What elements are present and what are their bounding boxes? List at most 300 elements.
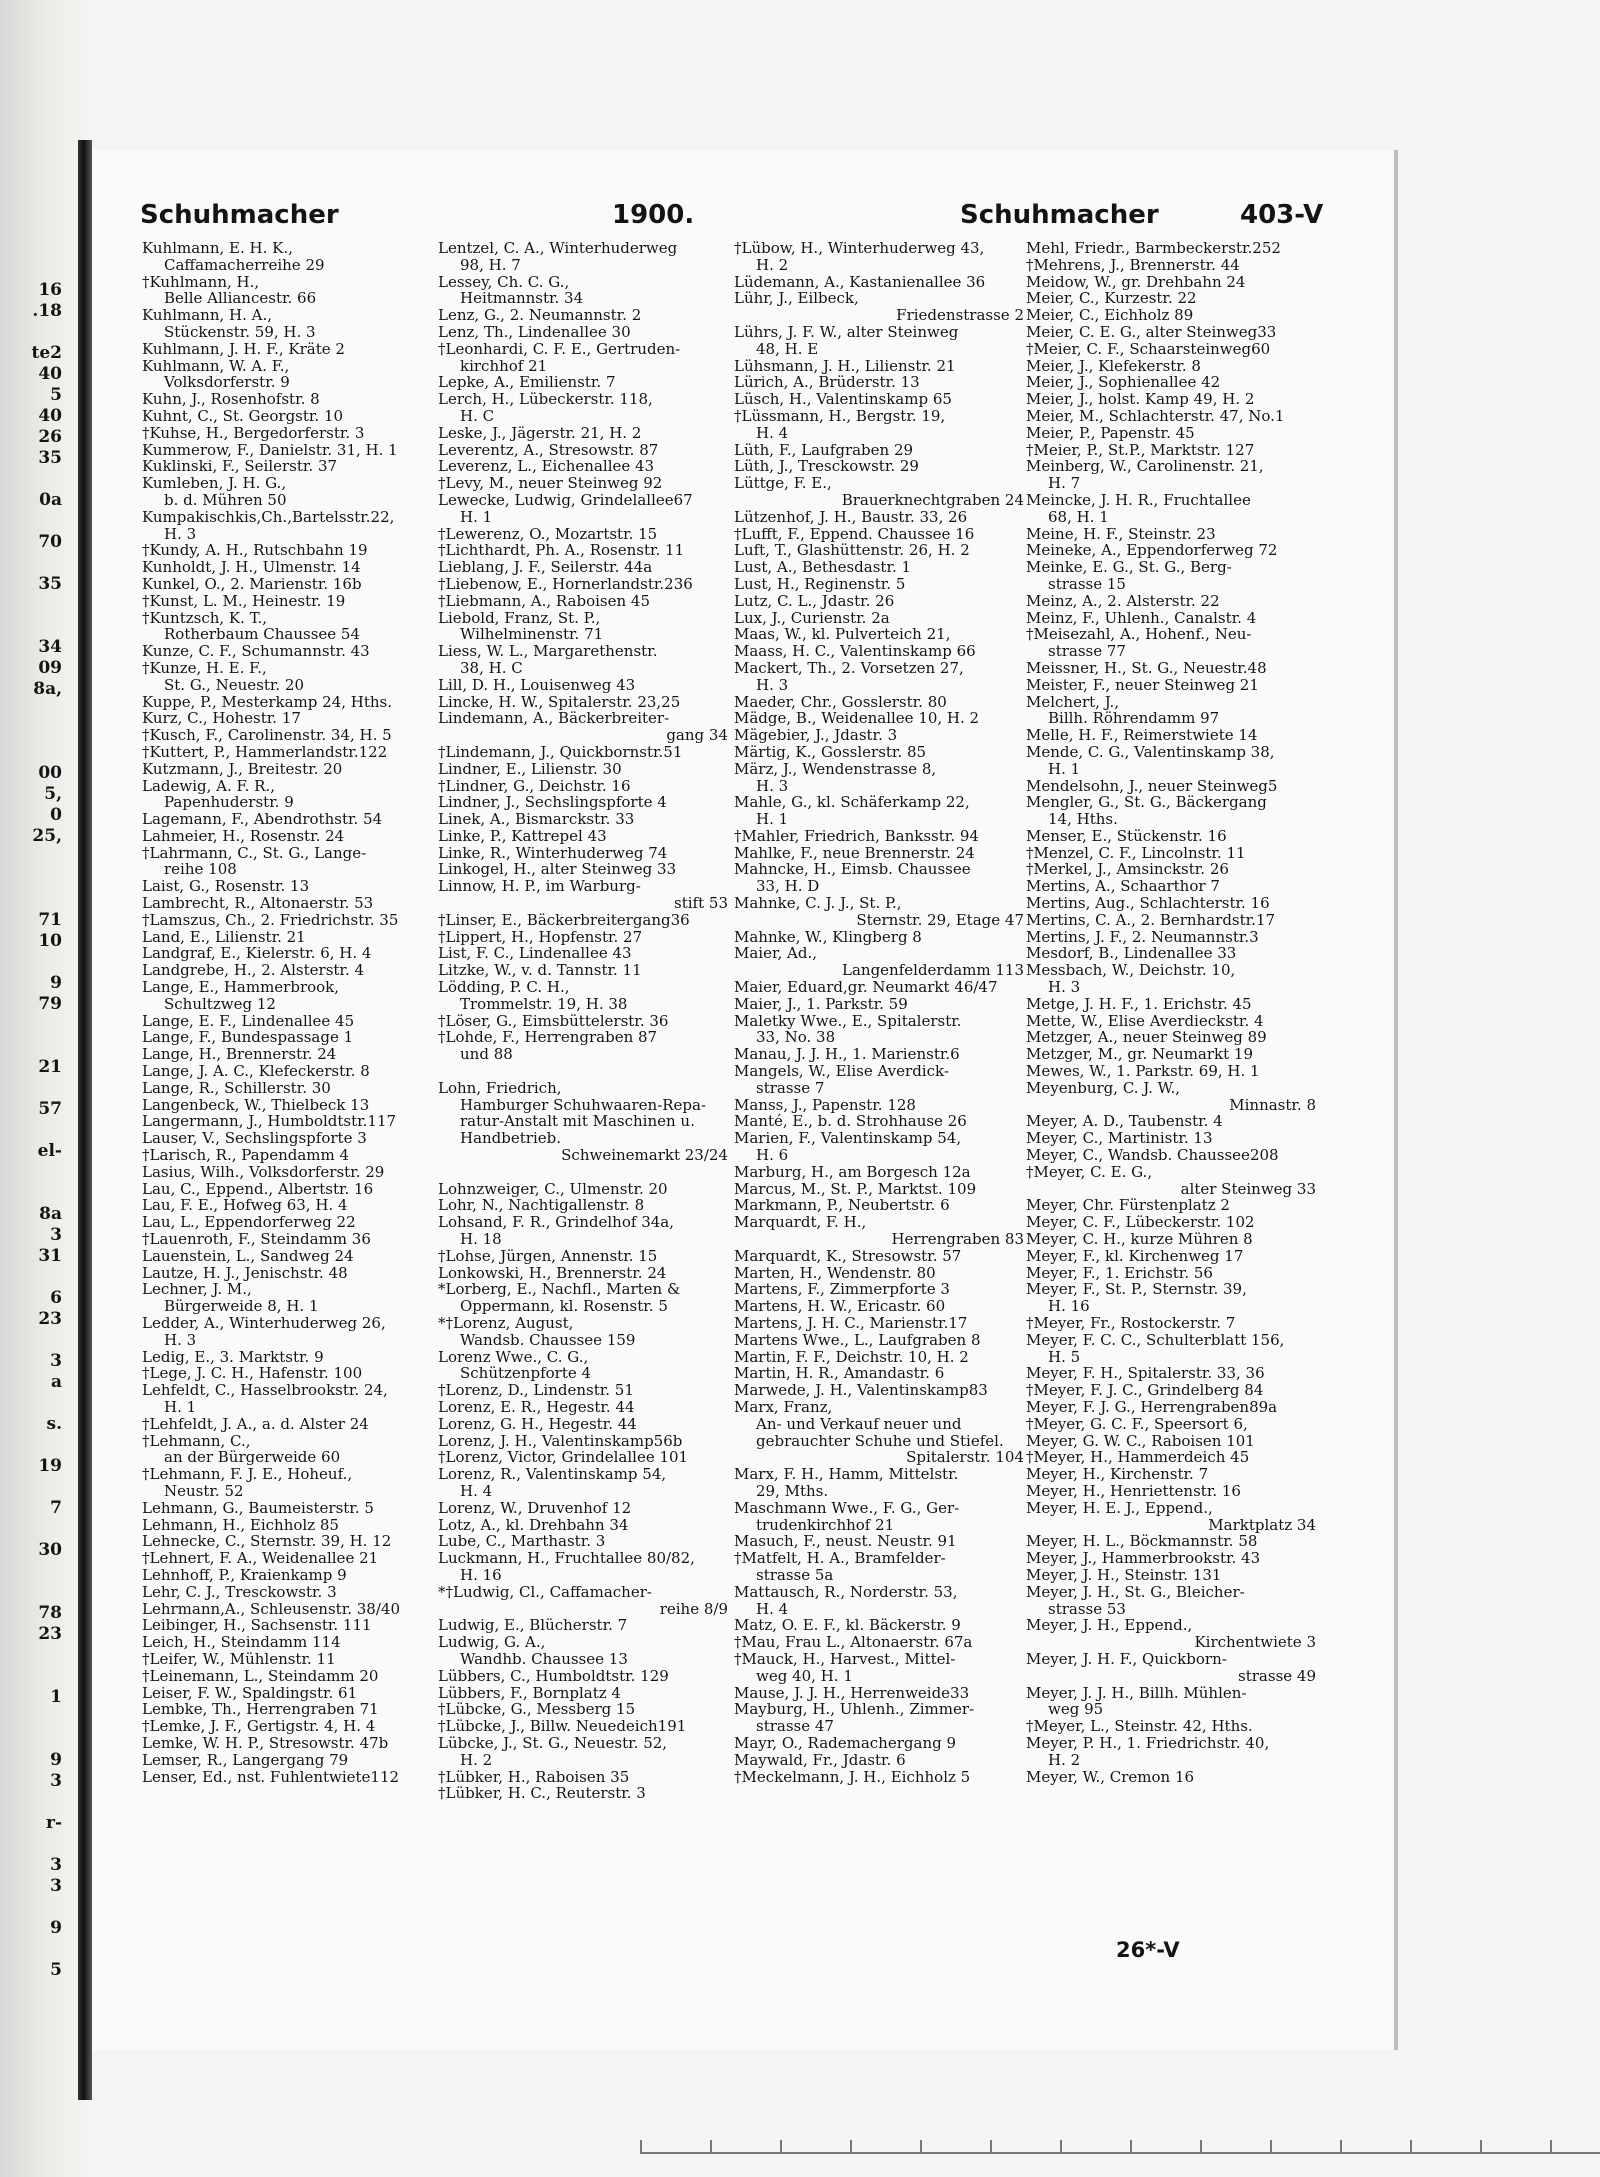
directory-entry-line: Meier, C. E. G., alter Steinweg33 xyxy=(1026,323,1277,341)
gutter-fragment: 9 xyxy=(50,973,62,993)
directory-column-1 xyxy=(142,240,432,1785)
gutter-fragment xyxy=(0,868,62,889)
directory-entry-line: Lüth, F., Laufgraben 29 xyxy=(734,441,914,459)
directory-entry-line: Mayr, O., Rademachergang 9 xyxy=(734,1734,957,1752)
directory-entry-line: Lohr, N., Nachtigallenstr. 8 xyxy=(438,1197,645,1215)
directory-entry-line: Mehl, Friedr., Barmbeckerstr.252 xyxy=(1026,240,1281,257)
directory-entry-line: H. 16 xyxy=(460,1566,502,1584)
directory-entry-line: Meyer, A. D., Taubenstr. 4 xyxy=(1026,1113,1223,1131)
directory-entry-line: Caffamacherreihe 29 xyxy=(164,256,325,274)
gutter-fragment: 5, xyxy=(44,784,62,804)
gutter-fragment xyxy=(0,1162,62,1183)
gutter-fragment xyxy=(0,1393,62,1414)
directory-entry-line: Mengler, G., St. G., Bäckergang xyxy=(1026,794,1267,812)
directory-entry-line: Maas, W., kl. Pulverteich 21, xyxy=(734,626,951,644)
directory-entry-line: Stückenstr. 59, H. 3 xyxy=(164,323,316,341)
directory-entry-line: Martens, F., Zimmerpforte 3 xyxy=(734,1281,950,1299)
directory-entry-line: †Lemke, J. F., Gertigstr. 4, H. 4 xyxy=(142,1718,376,1735)
directory-entry-line: †Lohde, F., Herrengraben 87 xyxy=(438,1029,658,1047)
gutter-fragment xyxy=(0,616,62,637)
directory-entry-line: †Lübow, H., Winterhuderweg 43, xyxy=(734,240,985,257)
gutter-fragment: r- xyxy=(45,1813,62,1833)
gutter-fragment: 70 xyxy=(38,532,62,552)
directory-entry-line: Langenfelderdamm 113 xyxy=(842,962,1024,980)
directory-entry-line: Meier, C., Eichholz 89 xyxy=(1026,307,1194,324)
directory-entry-line: †Menzel, C. F., Lincolnstr. 11 xyxy=(1026,844,1246,862)
directory-entry-line: reihe 108 xyxy=(164,861,237,879)
directory-entry-line: Marquardt, K., Stresowstr. 57 xyxy=(734,1247,962,1265)
directory-entry-line: †Meyer, Fr., Rostockerstr. 7 xyxy=(1026,1315,1236,1332)
directory-entry-line: H. 2 xyxy=(460,1751,493,1769)
directory-entry-line: Lindner, E., Lilienstr. 30 xyxy=(438,760,622,778)
directory-entry-line: H. 4 xyxy=(460,1482,493,1500)
gutter-fragment xyxy=(0,1015,62,1036)
directory-entry-line: Maschmann Wwe., F. G., Ger- xyxy=(734,1499,960,1517)
directory-entry-line: Schützenpforte 4 xyxy=(460,1365,592,1383)
gutter-fragment xyxy=(0,1582,62,1603)
gutter-fragment xyxy=(0,469,62,490)
directory-entry-line: trudenkirchhof 21 xyxy=(756,1516,895,1534)
directory-entry-line: Meinberg, W., Carolinenstr. 21, xyxy=(1026,458,1264,476)
directory-entry-line: †Lübcke, G., Messberg 15 xyxy=(438,1701,636,1719)
directory-entry-line: H. 4 xyxy=(756,424,789,442)
directory-entry-line: Lemser, R., Langergang 79 xyxy=(142,1751,349,1769)
directory-entry-line: Mahlke, F., neue Brennerstr. 24 xyxy=(734,844,975,862)
directory-column-2 xyxy=(438,240,728,1802)
page-edge xyxy=(1394,150,1398,2050)
directory-entry-line: Masuch, F., neust. Neustr. 91 xyxy=(734,1533,957,1551)
directory-entry-line: †Lamszus, Ch., 2. Friedrichstr. 35 xyxy=(142,911,399,929)
directory-entry-line: Lasius, Wilh., Volksdorferstr. 29 xyxy=(142,1163,385,1181)
directory-entry-line: Mangels, W., Elise Averdick- xyxy=(734,1063,949,1080)
directory-entry-line: †Leinemann, L., Steindamm 20 xyxy=(142,1667,379,1685)
directory-entry-line: Lange, F., Bundespassage 1 xyxy=(142,1029,354,1047)
gutter-fragment xyxy=(0,1729,62,1750)
directory-entry-line: 38, H. C xyxy=(460,659,523,677)
directory-entry-line: Handbetrieb. xyxy=(460,1130,562,1148)
directory-entry-line: 33, H. D xyxy=(756,878,820,896)
directory-entry-line: Wilhelminenstr. 71 xyxy=(460,626,604,644)
gutter-fragment: 0 xyxy=(50,805,62,825)
directory-entry-line: Lange, J. A. C., Klefeckerstr. 8 xyxy=(142,1063,370,1080)
directory-entry-line: Meyer, F. J. G., Herrengraben89a xyxy=(1026,1398,1278,1416)
directory-entry-line: Ledder, A., Winterhuderweg 26, xyxy=(142,1315,386,1332)
directory-entry-line: †Lippert, H., Hopfenstr. 27 xyxy=(438,928,643,946)
directory-entry-line: H. 3 xyxy=(164,1331,197,1349)
directory-entry-line: Mertins, Aug., Schlachterstr. 16 xyxy=(1026,895,1270,912)
directory-entry-line: †Meier, P., St.P., Marktstr. 127 xyxy=(1026,441,1255,459)
directory-entry-line: Lehfeldt, C., Hasselbrookstr. 24, xyxy=(142,1382,388,1399)
directory-entry-line: Melchert, J., xyxy=(1026,693,1120,711)
directory-entry-line xyxy=(438,1063,728,1080)
gutter-fragment xyxy=(0,1267,62,1288)
directory-entry-line: †Lorenz, Victor, Grindelallee 101 xyxy=(438,1449,689,1467)
gutter-fragment: 57 xyxy=(38,1099,62,1119)
gutter-fragment: 19 xyxy=(38,1456,62,1476)
directory-entry-line: Trommelstr. 19, H. 38 xyxy=(460,995,628,1013)
directory-entry-line: Meister, F., neuer Steinweg 21 xyxy=(1026,676,1259,694)
gutter-fragment xyxy=(0,1939,62,1960)
directory-entry-line: Laist, G., Rosenstr. 13 xyxy=(142,878,310,896)
directory-entry-line: kirchhof 21 xyxy=(460,357,548,375)
directory-entry-line: H. 1 xyxy=(1048,760,1081,778)
directory-entry-line: Lohsand, F. R., Grindelhof 34a, xyxy=(438,1214,674,1232)
directory-entry-line: Meidow, W., gr. Drehbahn 24 xyxy=(1026,273,1246,291)
directory-entry-line: Kunze, C. F., Schumannstr. 43 xyxy=(142,643,370,660)
directory-entry-line: Ludwig, E., Blücherstr. 7 xyxy=(438,1617,628,1635)
directory-entry-line: Kunholdt, J. H., Ulmenstr. 14 xyxy=(142,559,361,576)
directory-entry-line: Meyer, J. H., Steinstr. 131 xyxy=(1026,1566,1222,1584)
directory-entry-line: H. 3 xyxy=(756,777,789,795)
directory-entry-line: Lindner, J., Sechslingspforte 4 xyxy=(438,794,667,812)
directory-entry-line: Kurz, C., Hohestr. 17 xyxy=(142,710,301,728)
directory-entry-line: †Meyer, F. J. C., Grindelberg 84 xyxy=(1026,1382,1264,1399)
ruler-tick xyxy=(990,2140,992,2152)
directory-entry-line: Marwede, J. H., Valentinskamp83 xyxy=(734,1382,988,1399)
directory-entry-line: Meyer, F., St. P., Sternstr. 39, xyxy=(1026,1281,1247,1299)
directory-entry-line: Litzke, W., v. d. Tannstr. 11 xyxy=(438,962,642,980)
directory-entry-line: †Meyer, C. E. G., xyxy=(1026,1163,1153,1181)
directory-entry-line: Lieblang, J. F., Seilerstr. 44a xyxy=(438,559,653,576)
gutter-fragment xyxy=(0,1666,62,1687)
directory-entry-line: Brauerknechtgraben 24 xyxy=(841,491,1024,509)
directory-entry-line: Kuhlmann, E. H. K., xyxy=(142,240,293,257)
directory-entry-line: Minnastr. 8 xyxy=(1229,1096,1316,1114)
directory-entry-line: Lohnzweiger, C., Ulmenstr. 20 xyxy=(438,1180,668,1198)
directory-entry-line: strasse 5a xyxy=(756,1566,834,1584)
directory-entry-line: Lindemann, A., Bäckerbreiter- xyxy=(438,710,670,728)
directory-entry-line: Ledig, E., 3. Marktstr. 9 xyxy=(142,1348,324,1366)
directory-entry-line: Maywald, Fr., Jdastr. 6 xyxy=(734,1751,906,1769)
directory-entry-line: Meyer, P. H., 1. Friedrichstr. 40, xyxy=(1026,1734,1270,1752)
scanner-ruler xyxy=(640,2138,1600,2154)
directory-entry-line: Lödding, P. C. H., xyxy=(438,979,570,996)
directory-entry-line: Lenz, Th., Lindenallee 30 xyxy=(438,323,631,341)
gutter-fragment xyxy=(0,1435,62,1456)
ruler-tick xyxy=(1480,2140,1482,2152)
directory-entry-line: Schweinemarkt 23/24 xyxy=(561,1147,728,1164)
directory-entry-line: Leibinger, H., Sachsenstr. 111 xyxy=(142,1617,372,1635)
directory-entry-line: Marcus, M., St. P., Marktst. 109 xyxy=(734,1180,977,1198)
gutter-fragment: 3 xyxy=(50,1876,62,1896)
directory-entry-line: *†Lorenz, August, xyxy=(438,1315,574,1332)
directory-entry-line: H. 16 xyxy=(1048,1298,1090,1315)
directory-entry-line: Marquardt, F. H., xyxy=(734,1214,867,1232)
gutter-fragment: .18 xyxy=(32,301,62,321)
directory-entry-line: Meinz, F., Uhlenh., Canalstr. 4 xyxy=(1026,609,1257,627)
directory-entry-line: Heitmannstr. 34 xyxy=(460,290,584,308)
directory-entry-line: Wandhb. Chaussee 13 xyxy=(460,1650,628,1668)
directory-entry-line: Kuhlmann, H. A., xyxy=(142,307,273,324)
directory-entry-line: Friedenstrasse 2 xyxy=(896,307,1024,324)
directory-entry-line: März, J., Wendenstrasse 8, xyxy=(734,760,937,778)
directory-entry-line: b. d. Mühren 50 xyxy=(164,491,287,509)
gutter-fragment xyxy=(0,1519,62,1540)
directory-entry-line: Liebold, Franz, St. P., xyxy=(438,609,601,627)
gutter-fragment: 40 xyxy=(38,364,62,384)
directory-entry-line: Lübbers, C., Humboldtstr. 129 xyxy=(438,1667,669,1685)
directory-entry-line: Leiser, F. W., Spaldingstr. 61 xyxy=(142,1684,358,1702)
directory-entry-line: H. 1 xyxy=(164,1398,197,1416)
directory-entry-line: Maeder, Chr., Gosslerstr. 80 xyxy=(734,693,947,711)
directory-entry-line: Mahnke, W., Klingberg 8 xyxy=(734,928,922,946)
directory-entry-line: Mende, C. G., Valentinskamp 38, xyxy=(1026,743,1275,761)
directory-entry-line: Meyer, F. H., Spitalerstr. 33, 36 xyxy=(1026,1365,1265,1383)
directory-entry-line: Lorenz, W., Druvenhof 12 xyxy=(438,1499,632,1517)
directory-entry-line: Lehmann, H., Eichholz 85 xyxy=(142,1516,339,1534)
directory-entry-line: Mertins, A., Schaarthor 7 xyxy=(1026,878,1220,896)
directory-entry-line: Billh. Röhrendamm 97 xyxy=(1048,710,1220,728)
directory-entry-line: Linnow, H. P., im Warburg- xyxy=(438,878,641,896)
left-page-gutter xyxy=(0,0,90,2177)
directory-entry-line: Sternstr. 29, Etage 47 xyxy=(856,911,1024,929)
gutter-fragment: 16 xyxy=(38,280,62,300)
gutter-fragment: 25, xyxy=(32,826,62,846)
directory-entry-line: Meyer, F., kl. Kirchenweg 17 xyxy=(1026,1247,1244,1265)
ruler-tick xyxy=(1200,2140,1202,2152)
directory-entry-line: Meyenburg, C. J. W., xyxy=(1026,1079,1181,1097)
directory-entry-line: Kuhn, J., Rosenhofstr. 8 xyxy=(142,391,320,408)
directory-entry-line: Lembke, Th., Herrengraben 71 xyxy=(142,1701,379,1719)
directory-entry-line: Linek, A., Bismarckstr. 33 xyxy=(438,811,635,828)
gutter-fragment xyxy=(0,952,62,973)
directory-entry-line: Belle Alliancestr. 66 xyxy=(164,290,317,308)
directory-entry-line: Leske, J., Jägerstr. 21, H. 2 xyxy=(438,424,642,442)
directory-entry-line: Meyer, J., Hammerbrookstr. 43 xyxy=(1026,1550,1261,1567)
directory-entry-line: Matz, O. E. F., kl. Bäckerstr. 9 xyxy=(734,1617,961,1635)
directory-entry-line: H. 5 xyxy=(1048,1348,1081,1366)
directory-entry-line: Lohn, Friedrich, xyxy=(438,1079,562,1097)
directory-column-4 xyxy=(1026,240,1316,1785)
directory-entry-line: 14, Hths. xyxy=(1048,811,1118,828)
directory-entry-line: und 88 xyxy=(460,1046,513,1064)
directory-entry-line: †Meckelmann, J. H., Eichholz 5 xyxy=(734,1768,971,1786)
directory-entry-line: †Kundy, A. H., Rutschbahn 19 xyxy=(142,542,368,560)
ruler-tick xyxy=(1340,2140,1342,2152)
gutter-fragment xyxy=(0,742,62,763)
directory-entry-line: Lorenz Wwe., C. G., xyxy=(438,1348,589,1366)
directory-entry-line: Land, E., Lilienstr. 21 xyxy=(142,928,306,946)
directory-entry-line: †Kunst, L. M., Heinestr. 19 xyxy=(142,592,346,610)
ruler-tick xyxy=(920,2140,922,2152)
directory-entry-line: †Meyer, G. C. F., Speersort 6, xyxy=(1026,1415,1248,1433)
directory-entry-line: Lehnecke, C., Sternstr. 39, H. 12 xyxy=(142,1533,392,1551)
gutter-fragment: 78 xyxy=(38,1603,62,1623)
directory-entry-line: Linke, R., Winterhuderweg 74 xyxy=(438,844,668,862)
gutter-fragment xyxy=(0,1561,62,1582)
directory-entry-line: H. 1 xyxy=(756,811,789,828)
directory-entry-line: †Lewerenz, O., Mozartstr. 15 xyxy=(438,525,658,543)
directory-entry-line: Lust, A., Bethesdastr. 1 xyxy=(734,559,912,576)
ruler-tick xyxy=(1060,2140,1062,2152)
gutter-fragment: 31 xyxy=(38,1246,62,1266)
gutter-fragment xyxy=(0,700,62,721)
directory-entry-line: Lange, R., Schillerstr. 30 xyxy=(142,1079,331,1097)
directory-entry-line: Lau, F. E., Hofweg 63, H. 4 xyxy=(142,1197,348,1215)
directory-entry-line: Meyer, H., Kirchenstr. 7 xyxy=(1026,1466,1209,1483)
gutter-fragment: 71 xyxy=(38,910,62,930)
directory-entry-line: Lühr, J., Eilbeck, xyxy=(734,290,859,308)
directory-entry-line: †Mehrens, J., Brennerstr. 44 xyxy=(1026,256,1240,274)
directory-entry-line: †Lehmann, C., xyxy=(142,1432,251,1450)
directory-entry-line: Kuhlmann, W. A. F., xyxy=(142,357,290,375)
gutter-fragment xyxy=(0,1036,62,1057)
directory-entry-line: Mägebier, J., Jdastr. 3 xyxy=(734,727,898,744)
directory-entry-line: Wandsb. Chaussee 159 xyxy=(460,1331,636,1349)
gutter-fragment: 6 xyxy=(50,1288,62,1308)
directory-entry-line: Lotz, A., kl. Drehbahn 34 xyxy=(438,1516,629,1534)
directory-entry-line: alter Steinweg 33 xyxy=(1180,1180,1316,1198)
directory-entry-line: Mette, W., Elise Averdieckstr. 4 xyxy=(1026,1012,1264,1030)
gutter-fragment: 1 xyxy=(50,1687,62,1707)
gutter-fragment: a xyxy=(50,1372,62,1392)
directory-entry-line: Meyer, C., Wandsb. Chaussee208 xyxy=(1026,1147,1279,1164)
directory-entry-line: Mahle, G., kl. Schäferkamp 22, xyxy=(734,794,970,812)
directory-entry-line: †Matfelt, H. A., Bramfelder- xyxy=(734,1550,946,1567)
directory-entry-line: Lenser, Ed., nst. Fuhlentwiete112 xyxy=(142,1768,400,1786)
ruler-tick xyxy=(640,2140,642,2152)
ruler-tick xyxy=(1130,2140,1132,2152)
directory-entry-line: strasse 77 xyxy=(1048,643,1126,660)
directory-entry-line: Oppermann, kl. Rosenstr. 5 xyxy=(460,1298,668,1315)
directory-entry-line: Manté, E., b. d. Strohhause 26 xyxy=(734,1113,967,1131)
gutter-fragment xyxy=(0,1708,62,1729)
gutter-fragment xyxy=(0,721,62,742)
directory-entry-line: weg 40, H. 1 xyxy=(756,1667,853,1685)
directory-entry-line: Kutzmann, J., Breitestr. 20 xyxy=(142,760,343,778)
directory-entry-line: Lehrmann,A., Schleusenstr. 38/40 xyxy=(142,1600,400,1618)
directory-entry-line: Kuhnt, C., St. Georgstr. 10 xyxy=(142,407,344,425)
directory-entry-line: Lau, L., Eppendorferweg 22 xyxy=(142,1214,356,1232)
directory-entry-line: †Löser, G., Eimsbüttelerstr. 36 xyxy=(438,1012,669,1030)
directory-entry-line: Manau, J. J. H., 1. Marienstr.6 xyxy=(734,1046,960,1064)
directory-entry-line: Meyer, C., Martinistr. 13 xyxy=(1026,1130,1213,1148)
gutter-fragment xyxy=(0,1330,62,1351)
directory-entry-line: Lüsch, H., Valentinskamp 65 xyxy=(734,391,952,408)
directory-entry-line: Mahncke, H., Eimsb. Chaussee xyxy=(734,861,971,879)
directory-entry-line xyxy=(438,1164,728,1181)
directory-entry-line: Langenbeck, W., Thielbeck 13 xyxy=(142,1096,370,1114)
ruler-tick xyxy=(710,2140,712,2152)
directory-entry-line: strasse 15 xyxy=(1048,575,1126,593)
directory-entry-line: Lorenz, E. R., Hegestr. 44 xyxy=(438,1398,635,1416)
directory-entry-line: Lühsmann, J. H., Lilienstr. 21 xyxy=(734,357,956,375)
directory-entry-line: Luckmann, H., Fruchtallee 80/82, xyxy=(438,1550,695,1567)
directory-entry-line: Langermann, J., Humboldtstr.117 xyxy=(142,1113,397,1131)
directory-entry-line: Hamburger Schuhwaaren-Repa- xyxy=(460,1096,707,1114)
directory-entry-line: Meyer, C. H., kurze Mühren 8 xyxy=(1026,1231,1253,1248)
directory-entry-line: Lonkowski, H., Brennerstr. 24 xyxy=(438,1264,667,1282)
gutter-fragment: 10 xyxy=(38,931,62,951)
directory-entry-line: Mertins, J. F., 2. Neumannstr.3 xyxy=(1026,928,1259,946)
directory-entry-line: Bürgerweide 8, H. 1 xyxy=(164,1298,319,1315)
gutter-fragment: 9 xyxy=(50,1750,62,1770)
directory-entry-line: 33, No. 38 xyxy=(756,1029,836,1047)
directory-entry-line: Lüdemann, A., Kastanienallee 36 xyxy=(734,273,986,291)
directory-entry-line: †Liebmann, A., Raboisen 45 xyxy=(438,592,650,610)
directory-entry-line: †Lindner, G., Deichstr. 16 xyxy=(438,777,631,795)
directory-entry-line: Kumpakischkis,Ch.,Bartelsstr.22, xyxy=(142,508,395,526)
header-left-title: Schuhmacher xyxy=(140,200,339,230)
directory-entry-line: †Leifer, W., Mühlenstr. 11 xyxy=(142,1650,336,1668)
directory-entry-line: Mattausch, R., Norderstr. 53, xyxy=(734,1583,958,1601)
book-spine xyxy=(78,140,92,2100)
directory-entry-line: Kuppe, P., Mesterkamp 24, Hths. xyxy=(142,693,393,711)
directory-entry-line: †Lehfeldt, J. A., a. d. Alster 24 xyxy=(142,1415,369,1433)
directory-entry-line: Lüttge, F. E., xyxy=(734,475,832,492)
directory-entry-line: †Kuntzsch, K. T., xyxy=(142,609,268,627)
directory-entry-line: †Lahrmann, C., St. G., Lange- xyxy=(142,844,367,862)
directory-entry-line: Maass, H. C., Valentinskamp 66 xyxy=(734,643,976,660)
directory-entry-line: List, F. C., Lindenallee 43 xyxy=(438,945,632,963)
directory-entry-line: Luft, T., Glashüttenstr. 26, H. 2 xyxy=(734,542,970,560)
gutter-fragment xyxy=(0,1078,62,1099)
directory-entry-line: †Mahler, Friedrich, Banksstr. 94 xyxy=(734,827,979,845)
directory-entry-line: Melle, H. F., Reimerstwiete 14 xyxy=(1026,727,1258,744)
gutter-fragment xyxy=(0,889,62,910)
directory-entry-line: Meineke, A., Eppendorferweg 72 xyxy=(1026,542,1278,560)
directory-entry-line: Meinke, E. G., St. G., Berg- xyxy=(1026,559,1232,576)
directory-entry-line: Meyer, C. F., Lübeckerstr. 102 xyxy=(1026,1214,1255,1232)
directory-entry-line: †Lufft, F., Eppend. Chaussee 16 xyxy=(734,525,975,543)
directory-entry-line: 29, Mths. xyxy=(756,1482,829,1500)
directory-entry-line: Meyer, J. H. F., Quickborn- xyxy=(1026,1650,1227,1668)
previous-page-fragments xyxy=(0,280,62,1981)
directory-entry-line: H. 3 xyxy=(164,525,197,543)
directory-entry-line: Lutz, C. L., Jdastr. 26 xyxy=(734,592,895,610)
ruler-tick xyxy=(850,2140,852,2152)
directory-entry-line: H. 18 xyxy=(460,1231,502,1248)
directory-entry-line: Martens, J. H. C., Marienstr.17 xyxy=(734,1315,968,1332)
directory-entry-line: 68, H. 1 xyxy=(1048,508,1109,526)
directory-entry-line: Mause, J. J. H., Herrenweide33 xyxy=(734,1684,970,1702)
gutter-fragment xyxy=(0,1897,62,1918)
directory-entry-line: Kunkel, O., 2. Marienstr. 16b xyxy=(142,575,362,593)
gutter-fragment: 79 xyxy=(38,994,62,1014)
gutter-fragment: el- xyxy=(37,1141,62,1161)
directory-entry-line: H. C xyxy=(460,407,495,425)
directory-entry-line: †Larisch, R., Papendamm 4 xyxy=(142,1147,350,1164)
gutter-fragment xyxy=(0,1792,62,1813)
gutter-fragment: 7 xyxy=(50,1498,62,1518)
directory-entry-line: Lambrecht, R., Altonaerstr. 53 xyxy=(142,895,374,912)
directory-entry-line: Metge, J. H. F., 1. Erichstr. 45 xyxy=(1026,995,1252,1013)
directory-entry-line: Markmann, P., Neubertstr. 6 xyxy=(734,1197,950,1215)
directory-entry-line: H. 3 xyxy=(756,676,789,694)
directory-entry-line: Lorenz, G. H., Hegestr. 44 xyxy=(438,1415,637,1433)
directory-entry-line: Meyer, G. W. C., Raboisen 101 xyxy=(1026,1432,1255,1450)
directory-entry-line: Mesdorf, B., Lindenallee 33 xyxy=(1026,945,1237,963)
directory-entry-line: Maletky Wwe., E., Spitalerstr. xyxy=(734,1012,962,1030)
directory-entry-line: †Lübker, H., Raboisen 35 xyxy=(438,1768,630,1786)
directory-entry-line: Meier, J., holst. Kamp 49, H. 2 xyxy=(1026,391,1255,408)
directory-entry-line: Landgrebe, H., 2. Alsterstr. 4 xyxy=(142,962,365,980)
directory-entry-line: Lepke, A., Emilienstr. 7 xyxy=(438,374,616,392)
directory-entry-line: Papenhuderstr. 9 xyxy=(164,794,294,812)
directory-entry-line: Kuklinski, F., Seilerstr. 37 xyxy=(142,458,338,476)
directory-entry-line: †Leonhardi, C. F. E., Gertruden- xyxy=(438,340,681,358)
directory-entry-line: H. 3 xyxy=(1048,979,1081,996)
directory-entry-line: †Lehnert, F. A., Weidenallee 21 xyxy=(142,1550,379,1567)
gutter-fragment: 35 xyxy=(38,448,62,468)
directory-entry-line: Ludwig, G. A., xyxy=(438,1634,546,1651)
directory-entry-line: Kumleben, J. H. G., xyxy=(142,475,287,492)
directory-entry-line: Lehnhoff, P., Kraienkamp 9 xyxy=(142,1566,347,1584)
directory-entry-line: Lemke, W. H. P., Stresowstr. 47b xyxy=(142,1734,389,1752)
directory-entry-line: Meine, H. F., Steinstr. 23 xyxy=(1026,525,1216,543)
directory-entry-line: †Meier, C. F., Schaarsteinweg60 xyxy=(1026,340,1271,358)
directory-entry-line: Märtig, K., Gosslerstr. 85 xyxy=(734,743,927,761)
